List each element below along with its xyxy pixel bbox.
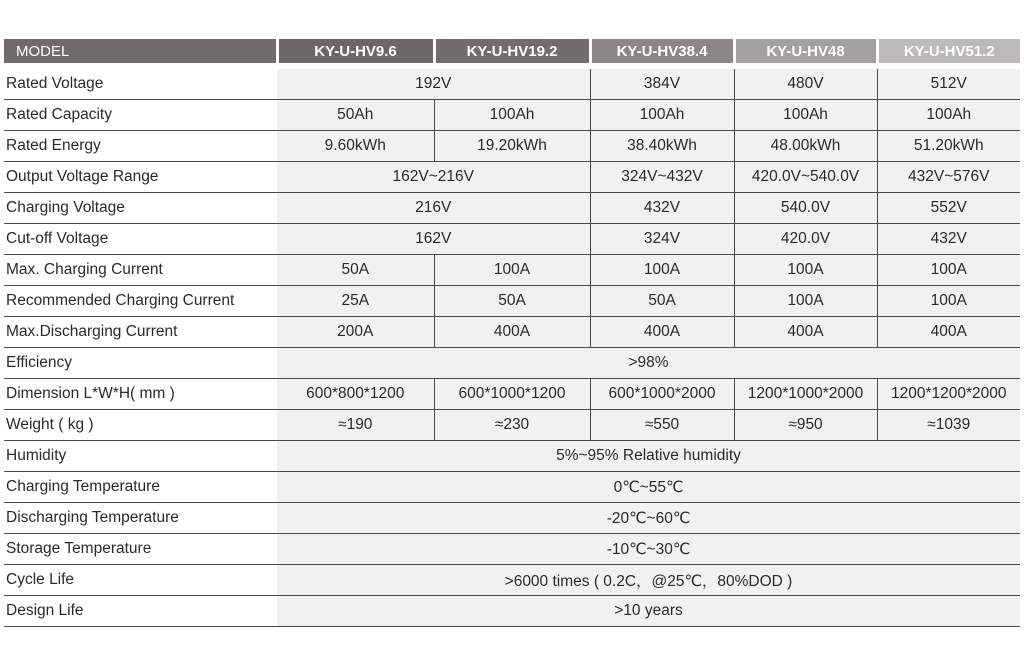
spec-value: 9.60kWh <box>277 131 434 162</box>
spec-value: 100Ah <box>590 100 734 131</box>
spec-value: >10 years <box>277 596 1020 627</box>
spec-value: 100A <box>877 255 1020 286</box>
model-header: KY-U-HV48 <box>734 39 877 63</box>
table-body <box>4 63 1020 627</box>
spec-value: -20℃~60℃ <box>277 503 1020 534</box>
row-label: Cycle Life <box>4 565 277 596</box>
row-label: Charging Voltage <box>4 193 277 224</box>
header-row <box>4 39 1020 63</box>
spec-value: 400A <box>734 317 877 348</box>
table-row <box>4 534 1020 565</box>
spec-value: 540.0V <box>734 193 877 224</box>
spec-value: 100A <box>434 255 590 286</box>
table-row <box>4 286 1020 317</box>
model-header: KY-U-HV51.2 <box>877 39 1020 63</box>
spec-value: 19.20kWh <box>434 131 590 162</box>
table-row <box>4 596 1020 627</box>
spec-value: 384V <box>590 69 734 100</box>
spec-value: 192V <box>277 69 590 100</box>
table-row <box>4 565 1020 596</box>
spec-value: 51.20kWh <box>877 131 1020 162</box>
table-row <box>4 317 1020 348</box>
spec-value: 100A <box>734 255 877 286</box>
spec-value: 50A <box>434 286 590 317</box>
spec-value: ≈550 <box>590 410 734 441</box>
spec-value: 432V <box>590 193 734 224</box>
spec-value: 420.0V~540.0V <box>734 162 877 193</box>
row-label: Storage Temperature <box>4 534 277 565</box>
spec-value: 100Ah <box>877 100 1020 131</box>
row-label: Output Voltage Range <box>4 162 277 193</box>
table-row <box>4 131 1020 162</box>
spec-value: 324V <box>590 224 734 255</box>
spec-value: 38.40kWh <box>590 131 734 162</box>
table-row <box>4 193 1020 224</box>
spec-value: ≈950 <box>734 410 877 441</box>
model-header: KY-U-HV19.2 <box>434 39 590 63</box>
spec-value: 552V <box>877 193 1020 224</box>
table-row <box>4 410 1020 441</box>
spec-value: 400A <box>590 317 734 348</box>
spec-value: -10℃~30℃ <box>277 534 1020 565</box>
spec-value: 324V~432V <box>590 162 734 193</box>
model-header: KY-U-HV38.4 <box>590 39 734 63</box>
spec-value: 432V <box>877 224 1020 255</box>
row-label: Weight ( kg ) <box>4 410 277 441</box>
row-label: Efficiency <box>4 348 277 379</box>
row-label: Cut-off Voltage <box>4 224 277 255</box>
spec-value: >98% <box>277 348 1020 379</box>
spec-value: 420.0V <box>734 224 877 255</box>
row-label: Rated Capacity <box>4 100 277 131</box>
row-label: Discharging Temperature <box>4 503 277 534</box>
row-label: Charging Temperature <box>4 472 277 503</box>
header-label: MODEL <box>4 39 277 63</box>
spec-value: 100A <box>734 286 877 317</box>
spec-value: >6000 times ( 0.2C，@25℃，80%DOD ) <box>277 565 1020 596</box>
spec-value: 5%~95% Relative humidity <box>277 441 1020 472</box>
spec-value: 162V <box>277 224 590 255</box>
spec-value: 1200*1000*2000 <box>734 379 877 410</box>
table-row <box>4 379 1020 410</box>
spec-value: 1200*1200*2000 <box>877 379 1020 410</box>
model-header: KY-U-HV9.6 <box>277 39 434 63</box>
spec-value: 100Ah <box>434 100 590 131</box>
table-row <box>4 224 1020 255</box>
spec-value: 100A <box>877 286 1020 317</box>
spec-value: 512V <box>877 69 1020 100</box>
row-label: Humidity <box>4 441 277 472</box>
spec-value: ≈1039 <box>877 410 1020 441</box>
spec-value: 0℃~55℃ <box>277 472 1020 503</box>
row-label: Dimension L*W*H( mm ) <box>4 379 277 410</box>
spec-value: 50A <box>590 286 734 317</box>
table-row <box>4 255 1020 286</box>
table-row <box>4 100 1020 131</box>
row-label: Design Life <box>4 596 277 627</box>
table-row <box>4 348 1020 379</box>
spec-value: 50Ah <box>277 100 434 131</box>
spec-value: 48.00kWh <box>734 131 877 162</box>
spec-value: 50A <box>277 255 434 286</box>
row-label: Max.Discharging Current <box>4 317 277 348</box>
row-label: Max. Charging Current <box>4 255 277 286</box>
table-row <box>4 441 1020 472</box>
row-label: Recommended Charging Current <box>4 286 277 317</box>
spec-value: 432V~576V <box>877 162 1020 193</box>
spec-value: ≈230 <box>434 410 590 441</box>
spec-value: 216V <box>277 193 590 224</box>
spec-table <box>4 39 1020 627</box>
spec-value: 162V~216V <box>277 162 590 193</box>
spec-value: 400A <box>434 317 590 348</box>
table-row <box>4 162 1020 193</box>
table-header <box>4 39 1020 63</box>
spec-value: 600*800*1200 <box>277 379 434 410</box>
table-row <box>4 503 1020 534</box>
spec-value: 600*1000*2000 <box>590 379 734 410</box>
spec-value: 25A <box>277 286 434 317</box>
spec-value: ≈190 <box>277 410 434 441</box>
table-row <box>4 69 1020 100</box>
spec-value: 100A <box>590 255 734 286</box>
table-row <box>4 472 1020 503</box>
row-label: Rated Voltage <box>4 69 277 100</box>
row-label: Rated Energy <box>4 131 277 162</box>
spec-value: 400A <box>877 317 1020 348</box>
spec-value: 480V <box>734 69 877 100</box>
spec-value: 200A <box>277 317 434 348</box>
spec-value: 600*1000*1200 <box>434 379 590 410</box>
spec-value: 100Ah <box>734 100 877 131</box>
